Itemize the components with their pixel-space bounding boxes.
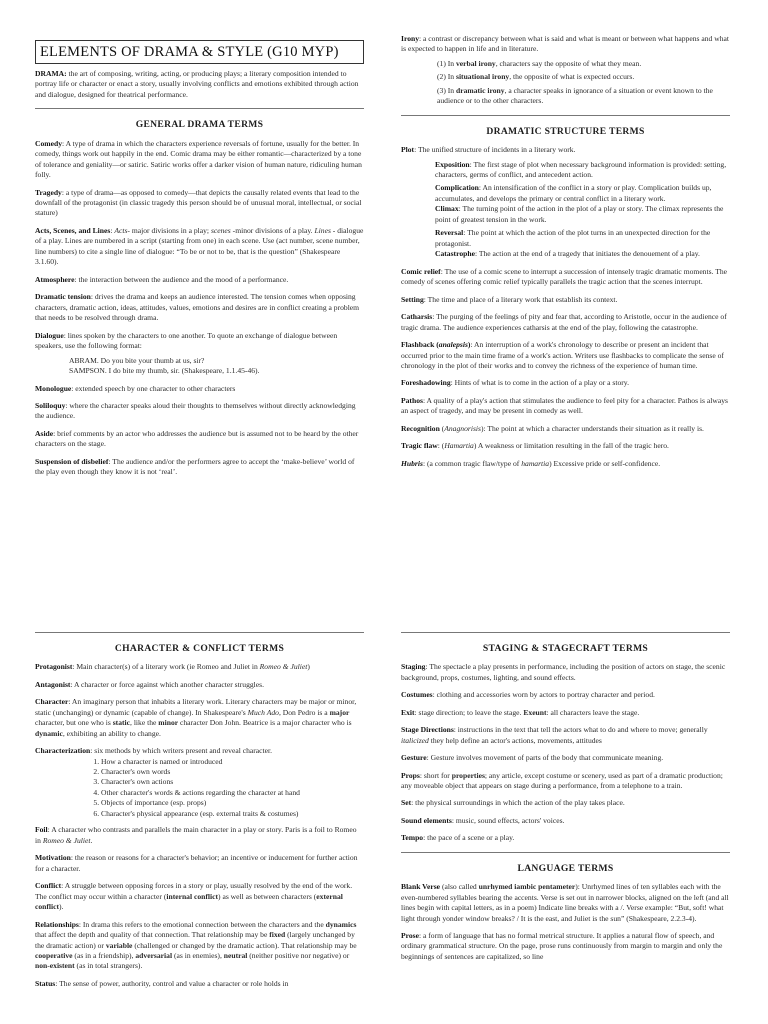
definition-props: Props: short for properties; any article, except costume or scenery, used as part of a dramatic production; any moveable object that appears on stage during a performance, from a telephone to a train. [401,770,723,790]
definition-costumes: Costumes: clothing and accessories worn by actors to portray character and period. [401,690,655,700]
section-heading-language: LANGUAGE TERMS [517,862,614,874]
definition-foil: Foil: A character who contrasts and parallels the main character in a play or story. Paris is a foil to Romeo in Romeo & Juliet. [35,825,357,845]
definition-tempo: Tempo: the pace of a scene or a play. [401,833,515,843]
list-item: 5. Objects of importance (esp. props) [101,798,364,808]
definition-recognition: Recognition (Anagnorisis): The point at which a character understands their situation as it really is. [401,423,704,433]
divider [35,632,364,633]
definition-reversal: Reversal: The point at which the action of the plot turns in an unexpected direction for the protagonist. [435,228,711,248]
definition-dialogue: Dialogue: lines spoken by the characters to one another. To quote an exchange of dialogue between speakers, use the following format: [35,330,338,351]
column-top-right [401,34,730,589]
section-heading-structure: DRAMATIC STRUCTURE TERMS [486,125,645,137]
definition-stage-directions: Stage Directions: instructions in the text that tell the actors what to do and where to move; generally italicized they help define an actor's actions, movements, attitudes [401,725,708,745]
column-top-left [35,40,364,585]
definition-exit: Exit: stage direction; to leave the stage. Exeunt: all characters leave the stage. [401,707,640,717]
definition-climax: Climax: The turning point of the action in the plot of a play or story. The climax represents the point of greatest tension in the work. [435,204,724,224]
definition-relationships: Relationships: In drama this refers to the emotional connection between the characters and the dynamics that affect the depth and quality of that connection. That relationship may be fixed (largely unchanged by the dramatic action) or variable (challenged or changed by the dramatic action). That relationship may be cooperative (as in a friendship), adversarial (as in enemies), neutral (neither positive nor negative) or non-existent (as in total strangers). [35,919,357,971]
list-item: 2. Character's own words [101,767,364,777]
definition-catastrophe: Catastrophe: The action at the end of a tragedy that initiates the denouement of a play. [435,249,700,259]
divider [35,108,364,109]
irony-type: (1) In verbal irony, characters say the opposite of what they mean. [437,58,642,68]
definition-atmosphere: Atmosphere: the interaction between the audience and the mood of a performance. [35,274,289,284]
divider [401,632,730,633]
definition-soliloquy: Soliloquy: where the character speaks aloud their thoughts to themselves without directly acknowledging the audience. [35,401,356,421]
divider [401,115,730,116]
section-heading-general: GENERAL DRAMA TERMS [135,119,264,131]
dialogue-quote-line: SAMPSON. I do bite my thumb, sir. (Shakespeare, 1.1.45-46). [69,366,260,376]
definition-tragedy: Tragedy: a type of drama—as opposed to comedy—that depicts the causally related events that lead to the downfall of the protagonist (in classic tragedy this person should be of unusual moral, intellectual, or social stature) [35,187,362,218]
definition-blank-verse: Blank Verse (also called unrhymed iambic pentameter): Unrhymed lines of ten syllables each with the even-numbered syllables bearing the accents. Verse is set out in narrower blocks, aligned on the left (and all lines begin with capital letters, as in a poem) Indicate line breaks with a /. Verse example: “But, soft! what light through yonder window breaks? / It is the east, and Juliet is the sun” (Shakespeare, 2.2.3-4). [401,882,729,923]
definition-prose: Prose: a form of language that has no formal metrical structure. It applies a natural flow of speech, and ordinary grammatical structure. On the page, prose runs continuously from margin to margin and only the beginnings of sentences are capitalized, so line [401,930,723,961]
definition-tragic-flaw: Tragic flaw: (Hamartia) A weakness or limitation resulting in the fall of the tragic hero. [401,441,669,451]
definition-irony: Irony: a contrast or discrepancy between what is said and what is meant or between what happens and what is expected to happen in life and in literature. [401,34,729,54]
section-heading-character: CHARACTER & CONFLICT TERMS [114,643,285,654]
definition-aside: Aside: brief comments by an actor who addresses the audience but is assumed not to be heard by the other characters on the stage. [35,428,359,449]
definition-protagonist: Protagonist: Main character(s) of a literary work (ie Romeo and Juliet in Romeo & Juliet) [35,662,310,672]
definition-drama: DRAMA: the art of composing, writing, acting, or producing plays; a literary composition intended to portray life or character or enact a story, usually involving conflicts and emotions exhibited through action and dialogue, designed for theatrical performance. [35,69,359,99]
irony-type: (2) In situational irony, the opposite of what is expected occurs. [437,72,635,82]
definition-hubris: Hubris: (a common tragic flaw/type of hamartia) Excessive pride or self-confidence. [401,458,661,468]
definition-pathos: Pathos: A quality of a play's action that stimulates the audience to feel pity for a character. Pathos is always an aspect of tragedy, and may be present in comedy as well. [401,395,728,416]
definition-acts-scenes-lines: Acts, Scenes, and Lines: Acts- major divisions in a play; scenes -minor divisions of a play. Lines - dialogue of a play. Lines are numbered in a script (starting from one) in each scene. Use (act number, scene number, line numbers) to cite a single line of dialogue: “To be or not to be, that is the question” (Shakespeare 3.1.60). [35,225,364,267]
list-item: 6. Character's physical appearance (esp. external traits & costumes) [101,809,364,819]
definition-motivation: Motivation: the reason or reasons for a character's behavior; an incentive or inducement for further action for a character. [35,853,358,873]
definition-monologue: Monologue: extended speech by one character to other characters [35,383,236,393]
definition-conflict: Conflict: A struggle between opposing forces in a story or play, usually resolved by the end of the work. The conflict may occur within a character (internal conflict) as well as between characters (external conflict). [35,881,353,912]
definition-complication: Complication: An intensification of the conflict in a story or play. Complication builds up, accumulates, and develops the primary or central conflict in a literary work. [435,183,712,203]
irony-type: (3) In dramatic irony, a character speaks in ignorance of a situation or event known to the audience or to the other characters. [437,85,713,106]
definition-sound-elements: Sound elements: music, sound effects, actors' voices. [401,815,565,825]
definition-staging: Staging: The spectacle a play presents in performance, including the position of actors on stage, the scenic background, props, costumes, lighting, and sound effects. [401,662,726,682]
definition-set: Set: the physical surroundings in which the action of the play takes place. [401,798,625,808]
definition-character: Character: An imaginary person that inhabits a literary work. Literary characters may be major or minor, static (unchanging) or dynamic (capable of change). In Shakespeare's Much Ado, Don Pedro is a major character, but one who is static, like the minor character Don John. Beatrice is a major character who is dynamic, exhibiting an ability to change. [35,697,357,738]
definition-antagonist: Antagonist: A character or force against which another character struggles. [35,679,265,689]
definition-comedy: Comedy: A type of drama in which the characters experience reversals of fortune, usually for the better. In comedy, things work out happily in the end. Comic drama may be either romantic—characterized by a tone of tolerance and geniality—or satiric. Satiric works offer a darker vision of human nature, ridiculing human folly. [35,138,362,180]
list-item: 1. How a character is named or introduced [101,757,364,767]
divider [401,852,730,853]
definition-status: Status: The sense of power, authority, control and value a character or role holds in [35,978,289,988]
list-item: 3. Character's own actions [101,777,364,787]
definition-foreshadowing: Foreshadowing: Hints of what is to come in the action of a play or a story. [401,378,629,388]
definition-dramatic-tension: Dramatic tension: drives the drama and keeps an audience interested. The tension comes when opposing characters, dramatic action, ideas, attitudes, values, emotions and desires are in conflict creating a problem that needs to be resolved through drama. [35,292,360,323]
list-item: 4. Other character's words & actions regarding the character at hand [101,788,364,798]
column-bottom-right [401,632,730,1024]
definition-comic-relief: Comic relief: The use of a comic scene to interrupt a succession of intensely tragic dramatic moments. The comedy of scenes offering comic relief typically parallels the tragic action that the scenes interrupt. [401,266,728,287]
column-bottom-left [35,632,364,1024]
characterization-list [35,757,364,820]
definition-flashback: Flashback (analepsis): An interruption of a work's chronology to describe or present an incident that occurred prior to the main time frame of a work's action. Writers use flashbacks to complicate the sense of chronology in the plot of their works and to convey the richness of the experience of human time. [401,340,724,371]
definition-suspension-of-disbelief: Suspension of disbelief: The audience and/or the performers agree to accept the ‘make-believe’ world of the play even though they know it is not ‘real’. [35,456,355,477]
definition-catharsis: Catharsis: The purging of the feelings of pity and fear that, according to Aristotle, occur in the audience of tragic drama. The audience experiences catharsis at the end of the play, following the catastrophe. [401,312,727,332]
definition-plot: Plot: The unified structure of incidents in a literary work. [401,145,576,155]
page-title: ELEMENTS OF DRAMA & STYLE (G10 MYP) [35,40,364,64]
definition-setting: Setting: The time and place of a literary work that establish its context. [401,294,618,304]
definition-exposition: Exposition: The first stage of plot when necessary background information is provided: setting, characters, germs of conflict, and antecedent action. [435,159,727,179]
definition-gesture: Gesture: Gesture involves movement of parts of the body that communicate meaning. [401,753,664,763]
dialogue-quote-line: ABRAM. Do you bite your thumb at us, sir? [69,355,205,365]
definition-characterization: Characterization: six methods by which writers present and reveal character. [35,746,273,756]
section-heading-staging: STAGING & STAGECRAFT TERMS [482,643,649,654]
